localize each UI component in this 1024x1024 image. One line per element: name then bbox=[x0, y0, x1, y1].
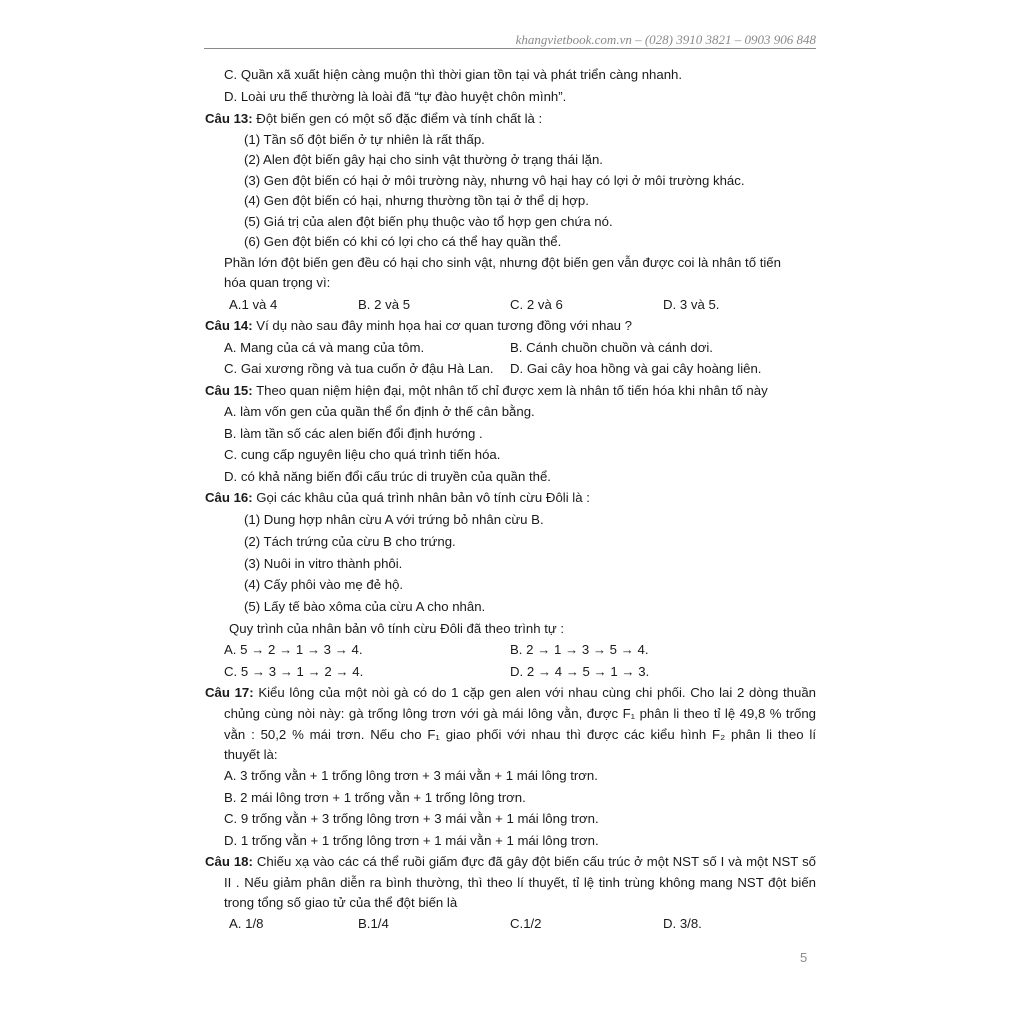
q16-option-b: B. 2 → 1 → 3 → 5 → 4. bbox=[510, 642, 649, 657]
q17-label: Câu 17: bbox=[205, 685, 254, 700]
q13-item-6: (6) Gen đột biến có khi có lợi cho cá thể hay quần thể. bbox=[244, 234, 562, 249]
q15-option-a: A. làm vốn gen của quần thể ổn định ở thế cân bằng. bbox=[224, 404, 535, 419]
q13-option-a: A.1 và 4 bbox=[229, 297, 278, 312]
q14-option-d: D. Gai cây hoa hồng và gai cây hoàng liên. bbox=[510, 361, 762, 376]
q18-stem-text-1: Chiếu xạ vào các cá thể ruồi giấm đực đã gây đột biến cấu trúc ở một NST số I và một NST số bbox=[252, 854, 816, 869]
q15-option-c: C. cung cấp nguyên liệu cho quá trình tiến hóa. bbox=[224, 447, 501, 462]
q18-option-b: B.1/4 bbox=[358, 916, 389, 931]
q14-option-a: A. Mang của cá và mang của tôm. bbox=[224, 340, 425, 355]
q12-option-d: D. Loài ưu thế thường là loài đã “tự đào huyệt chôn mình”. bbox=[224, 89, 567, 104]
q16-item-2: (2) Tách trứng của cừu B cho trứng. bbox=[244, 534, 456, 549]
q16-item-5: (5) Lấy tế bào xôma của cừu A cho nhân. bbox=[244, 599, 486, 614]
q16-prompt: Quy trình của nhân bản vô tính cừu Đôli đã theo trình tự : bbox=[229, 621, 565, 636]
q13-stem-text: Đột biến gen có một số đặc điểm và tính chất là : bbox=[252, 111, 543, 126]
q17-option-c: C. 9 trống vằn + 3 trống lông trơn + 3 mái vằn + 1 mái lông trơn. bbox=[224, 811, 599, 826]
q14-label: Câu 14: bbox=[205, 318, 253, 333]
q14-stem-text: Ví dụ nào sau đây minh họa hai cơ quan tương đồng với nhau ? bbox=[252, 318, 633, 333]
q14-option-c: C. Gai xương rồng và tua cuốn ở đậu Hà Lan. bbox=[224, 361, 494, 376]
q13-prompt-line-1: Phần lớn đột biến gen đều có hại cho sinh vật, nhưng đột biến gen vẫn được coi là nhân tố tiến bbox=[224, 255, 781, 270]
q13-option-c: C. 2 và 6 bbox=[510, 297, 563, 312]
q18-stem-line-1 bbox=[205, 853, 816, 871]
q17-option-d: D. 1 trống vằn + 1 trống lông trơn + 1 mái vằn + 1 mái lông trơn. bbox=[224, 833, 599, 848]
q16-option-c: C. 5 → 3 → 1 → 2 → 4. bbox=[224, 664, 364, 679]
q13-item-4: (4) Gen đột biến có hại, nhưng thường tồn tại ở thể dị hợp. bbox=[244, 193, 589, 208]
q18-option-c: C.1/2 bbox=[510, 916, 542, 931]
header-contact: khangvietbook.com.vn – (028) 3910 3821 – 0903 906 848 bbox=[515, 32, 816, 47]
q17-stem-text-1: Kiểu lông của một nòi gà có do 1 cặp gen alen với nhau cùng chi phối. Cho lai 2 dòng thuần bbox=[253, 685, 816, 700]
q18-label: Câu 18: bbox=[205, 854, 253, 869]
q18-option-d: D. 3/8. bbox=[663, 916, 702, 931]
q14-option-b: B. Cánh chuồn chuồn và cánh dơi. bbox=[510, 340, 713, 355]
q13-item-5: (5) Giá trị của alen đột biến phụ thuộc vào tổ hợp gen chứa nó. bbox=[244, 214, 613, 229]
q16-stem-text: Gọi các khâu của quá trình nhân bản vô tính cừu Đôli là : bbox=[252, 490, 590, 505]
q17-option-a: A. 3 trống vằn + 1 trống lông trơn + 3 mái vằn + 1 mái lông trơn. bbox=[224, 768, 598, 783]
q16-option-d: D. 2 → 4 → 5 → 1 → 3. bbox=[510, 664, 650, 679]
q13-label: Câu 13: bbox=[205, 111, 253, 126]
q13-item-2: (2) Alen đột biến gây hại cho sinh vật thường ở trạng thái lặn. bbox=[244, 152, 603, 167]
q16-option-a: A. 5 → 2 → 1 → 3 → 4. bbox=[224, 642, 363, 657]
q17-stem-line-4: thuyết là: bbox=[224, 747, 278, 762]
q15-option-b: B. làm tần số các alen biến đổi định hướng . bbox=[224, 426, 483, 441]
q13-option-b: B. 2 và 5 bbox=[358, 297, 411, 312]
q16-item-1: (1) Dung hợp nhân cừu A với trứng bỏ nhân cừu B. bbox=[244, 512, 544, 527]
q13-prompt-line-2: hóa quan trọng vì: bbox=[224, 275, 331, 290]
q16-label: Câu 16: bbox=[205, 490, 253, 505]
q13-item-3: (3) Gen đột biến có hại ở môi trường này, nhưng vô hại hay có lợi ở môi trường khác. bbox=[244, 173, 745, 188]
q15-stem-text: Theo quan niệm hiện đại, một nhân tố chỉ được xem là nhân tố tiến hóa khi nhân tố này bbox=[252, 383, 768, 398]
q17-stem-line-1 bbox=[205, 684, 816, 702]
page-number: 5 bbox=[800, 950, 808, 965]
q12-option-c: C. Quần xã xuất hiện càng muộn thì thời gian tồn tại và phát triển càng nhanh. bbox=[224, 67, 683, 82]
q15-stem bbox=[205, 382, 768, 400]
q17-stem-line-3: vằn : 50,2 % mái trơn. Nếu cho F₁ giao phối với nhau thì được các kiểu hình F₂ phân li theo lí bbox=[224, 727, 816, 742]
q14-stem bbox=[205, 317, 632, 335]
q13-item-1: (1) Tần số đột biến ở tự nhiên là rất thấp. bbox=[244, 132, 485, 147]
q13-stem bbox=[205, 110, 542, 128]
q18-stem-line-2: II . Nếu giảm phân diễn ra bình thường, thì theo lí thuyết, tỉ lệ tinh trùng không mang NST đột biến bbox=[224, 875, 816, 890]
q15-label: Câu 15: bbox=[205, 383, 253, 398]
q13-option-d: D. 3 và 5. bbox=[663, 297, 720, 312]
q15-option-d: D. có khả năng biến đổi cấu trúc di truyền của quần thể. bbox=[224, 469, 551, 484]
q17-option-b: B. 2 mái lông trơn + 1 trống vằn + 1 trống lông trơn. bbox=[224, 790, 526, 805]
q16-item-4: (4) Cấy phôi vào mẹ đẻ hộ. bbox=[244, 577, 404, 592]
q17-stem-line-2: chủng cùng nòi này: gà trống lông trơn với gà mái lông vằn, được F₁ phân li theo tỉ lệ 49,8 % trống bbox=[224, 706, 816, 721]
q18-option-a: A. 1/8 bbox=[229, 916, 264, 931]
q16-item-3: (3) Nuôi in vitro thành phôi. bbox=[244, 556, 403, 571]
q18-stem-line-3: trong tổng số giao tử của thể đột biến là bbox=[224, 895, 458, 910]
q16-stem bbox=[205, 489, 590, 507]
header-rule bbox=[204, 48, 816, 49]
